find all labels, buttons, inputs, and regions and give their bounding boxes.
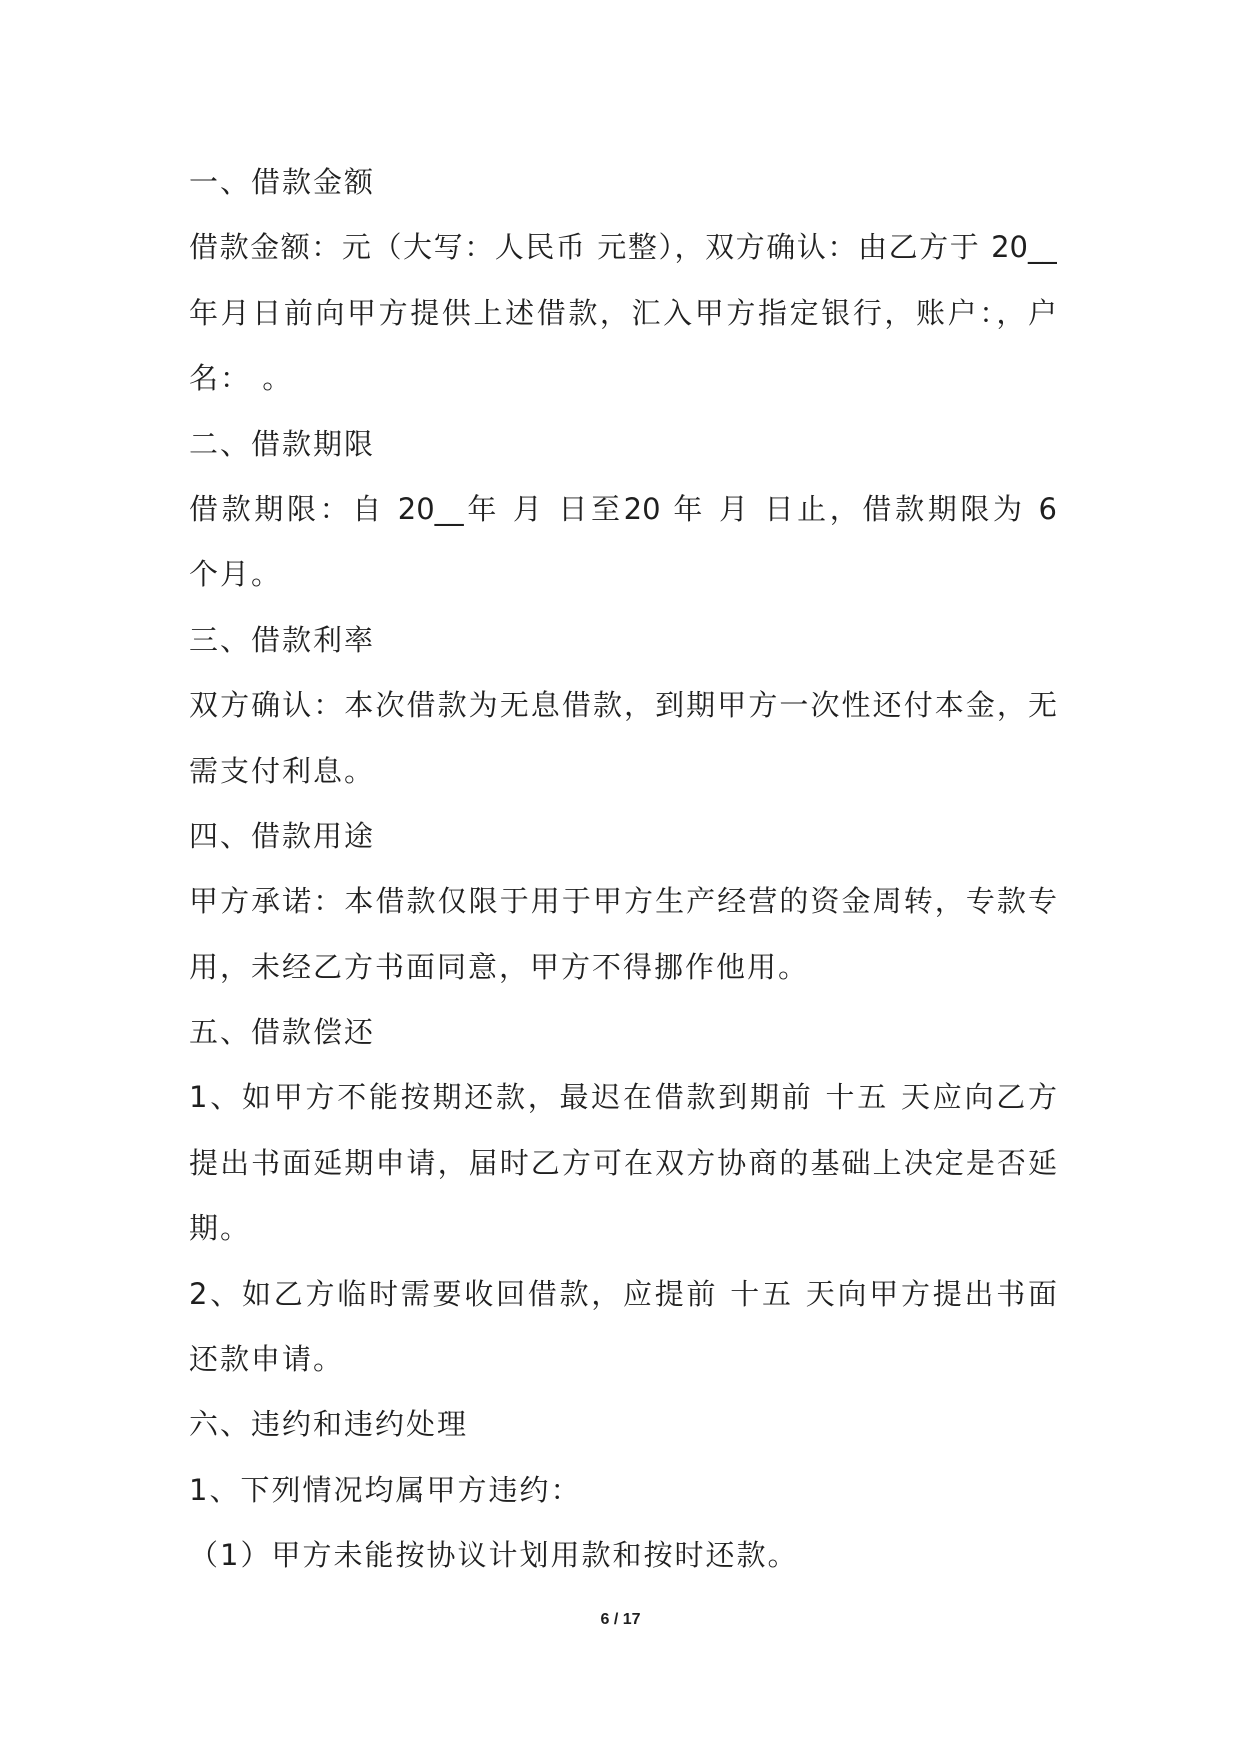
paragraph-line: 个月。: [189, 557, 283, 592]
document-body: [189, 150, 1057, 1589]
section-heading: 一、借款金额: [189, 165, 376, 199]
paragraph-line: 1、下列情况均属甲方违约：: [189, 1472, 582, 1507]
paragraph-line: 年月日前向甲方提供上述借款，汇入甲方指定银行，账户：，户: [189, 295, 1057, 330]
paragraph-line: 1、如甲方不能按期还款，最迟在借款到期前 十五 天应向乙方: [189, 1080, 1057, 1115]
paragraph-line: 借款金额：元（大写：人民币 元整），双方确认：由乙方于 20__: [189, 230, 1057, 265]
paragraph-line: 双方确认：本次借款为无息借款，到期甲方一次性还付本金，无: [189, 688, 1057, 723]
section-heading: 六、违约和违约处理: [189, 1407, 469, 1442]
section-heading: 四、借款用途: [189, 818, 376, 853]
paragraph-line: 用，未经乙方书面同意，甲方不得挪作他用。: [189, 949, 810, 984]
paragraph-line: 借款期限：自 20__年 月 日至20 年 月 日止，借款期限为 6: [189, 491, 1057, 526]
paragraph-line: 2、如乙方临时需要收回借款，应提前 十五 天向甲方提出书面: [189, 1276, 1057, 1311]
paragraph-line: 甲方承诺：本借款仅限于用于甲方生产经营的资金周转，专款专: [189, 884, 1057, 919]
paragraph-line: 提出书面延期申请，届时乙方可在双方协商的基础上决定是否延: [189, 1145, 1057, 1180]
paragraph-line: 名： 。: [189, 361, 294, 396]
paragraph-line: 需支付利息。: [189, 753, 376, 788]
paragraph-line: 期。: [189, 1211, 252, 1246]
page-number: 6 / 17: [600, 1611, 641, 1628]
section-heading: 五、借款偿还: [189, 1015, 376, 1050]
paragraph-line: （1）甲方未能按协议计划用款和按时还款。: [189, 1538, 799, 1573]
section-heading: 三、借款利率: [189, 622, 376, 657]
paragraph-line: 还款申请。: [189, 1342, 345, 1377]
section-heading: 二、借款期限: [189, 426, 376, 461]
